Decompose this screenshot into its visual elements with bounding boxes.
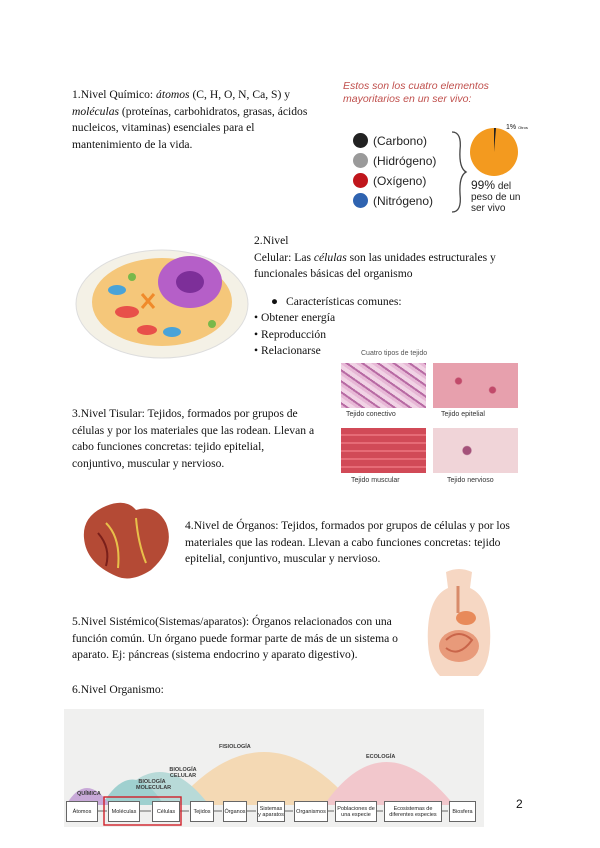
elements-heading-line1: Estos son los cuatro elementos [343, 80, 489, 92]
levels-diagram [64, 709, 484, 827]
bullet-heading: Características comunes: [286, 295, 402, 308]
level1-paragraph [72, 87, 337, 153]
small-label: Otros [518, 125, 528, 130]
nerve-tissue-image [433, 428, 518, 473]
arch-label-ecology: ECOLOGÍA [366, 754, 396, 760]
big-percent-label [471, 180, 521, 214]
level4-paragraph [185, 518, 535, 568]
level6-title: 6.Nivel Organismo: [72, 683, 164, 696]
level-box: Moléculas [108, 801, 140, 822]
level5-line: aparato. Ej: páncreas (sistema endocrino y aparato digestivo). [72, 648, 358, 662]
tissue-label: Tejido epitelial [441, 411, 485, 418]
molecules-rest: (proteínas, carbohidratos, grasas, ácidos [119, 104, 308, 118]
element-hydrogen: (Hidrógeno) [373, 154, 437, 168]
brace-icon [448, 130, 468, 215]
atoms-list: (C, H, O, N, Ca, S) y [189, 88, 291, 101]
carbon-ball-icon [353, 133, 368, 148]
digestive-system-icon [418, 568, 500, 680]
elements-heading-line2: mayoritarios en un ser vivo: [343, 93, 472, 105]
connective-tissue-image [341, 363, 426, 408]
bullet-heading-row [271, 294, 402, 311]
muscle-tissue-image [341, 428, 426, 473]
tissue-label: Tejido conectivo [346, 411, 396, 418]
level3-line: conjuntivo, muscular y nervioso. [72, 456, 225, 470]
level4-line: 4.Nivel de Órganos: Tejidos, formados por grupos de células y por los [185, 519, 510, 532]
small-percent: 1% [506, 124, 517, 131]
page-number: 2 [516, 797, 523, 811]
level4-line: epitelial, conjuntivo, muscular y nervioso. [185, 552, 381, 566]
level-box: Poblaciones de una especie [335, 801, 377, 822]
elements-heading [343, 80, 535, 106]
level5-line: 5.Nivel Sistémico(Sistemas/aparatos): Órganos relacionados con una [72, 615, 392, 628]
molecules-word: moléculas [72, 104, 120, 118]
level2-line3: funcionales básicas del organismo [254, 267, 413, 281]
level2-title: 2.Nivel [254, 234, 289, 247]
element-oxygen: (Oxígeno) [373, 174, 427, 188]
level-box: Átomos [66, 801, 98, 822]
level3-paragraph [72, 406, 337, 472]
level-box: Células [152, 801, 180, 822]
arch-label-cell-biology: BIOLOGÍA CELULAR [169, 767, 197, 779]
level1-prefix: 1.Nivel Químico: [72, 88, 157, 101]
level5-paragraph [72, 614, 417, 664]
level-box: Ecosistemas de diferentes especies [384, 801, 442, 822]
cells-word: células [313, 250, 347, 264]
atoms-word: átomos [156, 88, 190, 101]
level2-prefix: Celular: Las [254, 250, 314, 264]
big-label-3: ser vivo [471, 203, 506, 214]
level2-rest: son las unidades estructurales y [346, 250, 496, 264]
characteristics-list [254, 310, 335, 360]
tissue-label: Tejido muscular [351, 477, 400, 484]
levels-arrows-icon [64, 709, 484, 827]
level-box: Órganos [223, 801, 247, 822]
tissues-figure [341, 350, 521, 500]
level3-line: cabo funciones concretas: tejido epitelial, [72, 440, 265, 454]
level3-line: células y por los materiales que las rodean. Llevan a [72, 423, 315, 437]
element-carbon: (Carbono) [373, 134, 428, 148]
pie-slice-icon [470, 128, 518, 176]
bullet-dot-icon: ● [271, 295, 279, 308]
epithelial-tissue-image [433, 363, 518, 408]
hydrogen-ball-icon [353, 153, 368, 168]
element-nitrogen: (Nitrógeno) [373, 194, 434, 208]
level-box: Sistemas y aparatos [257, 801, 285, 822]
level5-line: función común. Un órgano puede formar parte de más de un sistema o [72, 631, 398, 645]
list-item: • Relacionarse [254, 344, 321, 358]
elements-figure [343, 80, 535, 220]
level3-line: 3.Nivel Tisular: Tejidos, formados por grupos de [72, 407, 298, 420]
list-item: • Obtener energía [254, 311, 336, 324]
arch-label-molecular-biology: BIOLOGÍA MOLECULAR [136, 779, 172, 791]
big-percent: 99% [471, 178, 496, 192]
level-box: Biosfera [449, 801, 476, 822]
oxygen-ball-icon [353, 173, 368, 188]
cell-illustration-icon [72, 232, 252, 364]
big-label-2: peso de un [471, 192, 521, 203]
list-item: • Reproducción [254, 327, 326, 341]
arch-label-physiology: FISIOLOGÍA [219, 744, 251, 750]
heart-illustration-icon [76, 498, 180, 583]
level1-line3: nucleicos, vitaminas) esenciales para el [72, 121, 255, 135]
level4-line: materiales que las rodean. Llevan a cabo funciones concretas: tejido [185, 535, 501, 549]
arch-label-chemistry: QUÍMICA [77, 791, 101, 797]
nitrogen-ball-icon [353, 193, 368, 208]
big-label-1: del [497, 181, 512, 192]
level2-paragraph [254, 233, 524, 283]
small-percent-label [506, 124, 528, 131]
level-box: Tejidos [190, 801, 214, 822]
level-box: Organismos [294, 801, 328, 822]
tissues-title: Cuatro tipos de tejido [361, 350, 428, 357]
level1-line4: mantenimiento de la vida. [72, 137, 193, 151]
tissue-label: Tejido nervioso [447, 477, 494, 484]
